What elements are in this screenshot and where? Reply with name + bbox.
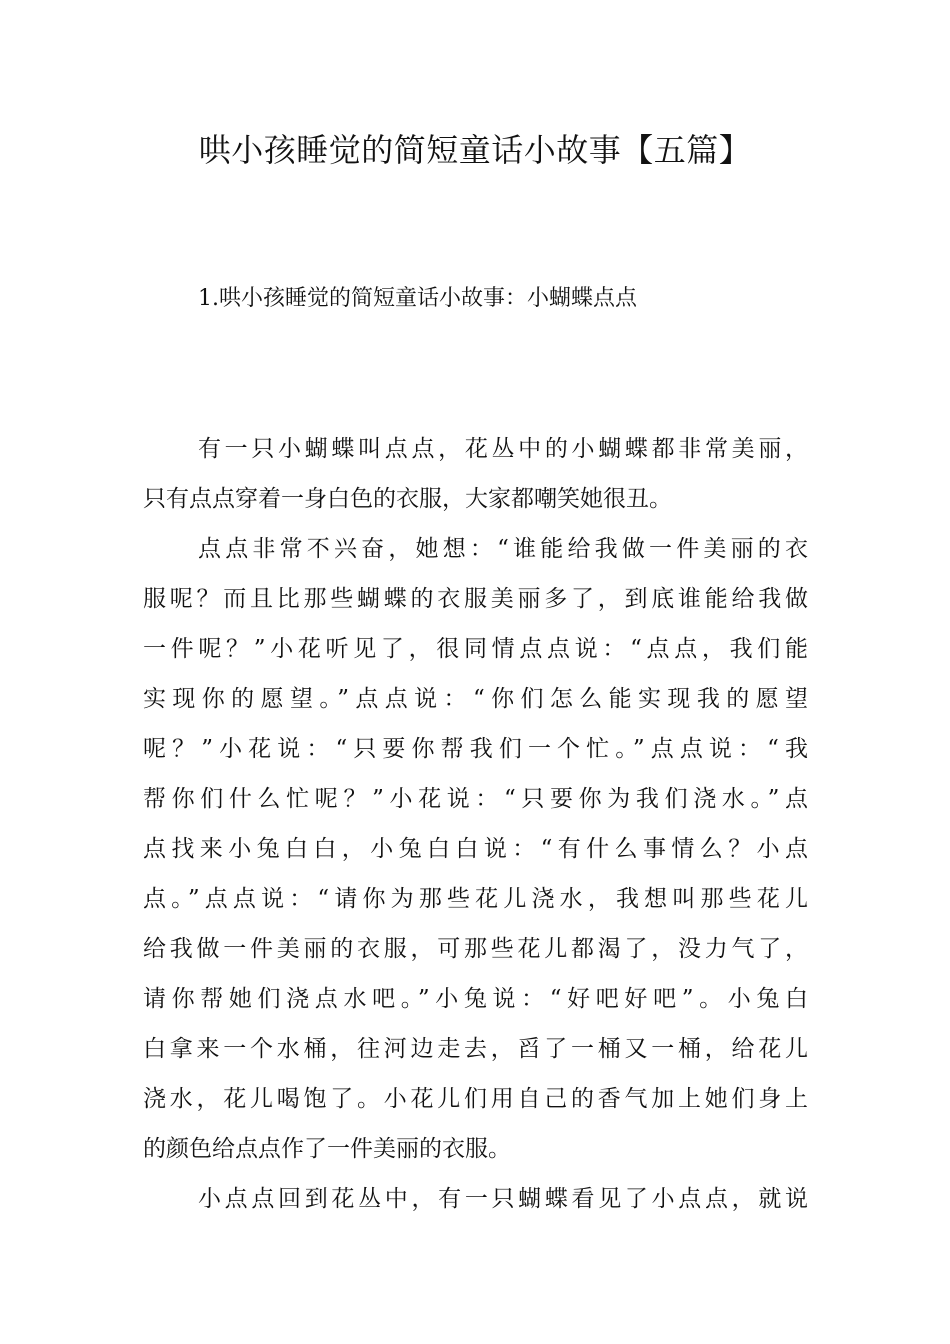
text-line: 点点非常不兴奋，她想：“谁能给我做一件美丽的衣 — [198, 536, 808, 562]
text-line: 白拿来一个水桶，往河边走去，舀了一桶又一桶，给花儿 — [143, 1036, 808, 1062]
text-line: 浇水，花儿喝饱了。小花儿们用自己的香气加上她们身上 — [143, 1086, 808, 1112]
text-line: 帮你们什么忙呢？”小花说：“只要你为我们浇水。”点 — [143, 786, 808, 812]
story-heading: 1.哄小孩睡觉的简短童话小故事：小蝴蝶点点 — [198, 286, 637, 311]
text-line: 呢？”小花说：“只要你帮我们一个忙。”点点说：“我 — [143, 736, 808, 762]
text-line: 服呢？而且比那些蝴蝶的衣服美丽多了，到底谁能给我做 — [143, 586, 808, 612]
text-line: 的颜色给点点作了一件美丽的衣服。 — [143, 1136, 511, 1162]
text-line: 实现你的愿望。”点点说：“你们怎么能实现我的愿望 — [143, 686, 808, 712]
text-line: 只有点点穿着一身白色的衣服，大家都嘲笑她很丑。 — [143, 486, 672, 512]
story-body — [143, 424, 808, 1224]
text-line: 点。”点点说：“请你为那些花儿浇水，我想叫那些花儿 — [143, 886, 808, 912]
text-line: 点找来小兔白白，小兔白白说：“有什么事情么？小点 — [143, 836, 808, 862]
text-line: 有一只小蝴蝶叫点点，花丛中的小蝴蝶都非常美丽， — [198, 436, 808, 462]
document-title: 哄小孩睡觉的简短童话小故事【五篇】 — [198, 131, 752, 169]
text-line: 给我做一件美丽的衣服，可那些花儿都渴了，没力气了， — [143, 936, 808, 962]
text-line: 一件呢？”小花听见了，很同情点点说：“点点，我们能 — [143, 636, 808, 662]
text-line: 小点点回到花丛中，有一只蝴蝶看见了小点点，就说 — [198, 1186, 808, 1212]
text-line: 请你帮她们浇点水吧。”小兔说：“好吧好吧”。小兔白 — [143, 986, 808, 1012]
